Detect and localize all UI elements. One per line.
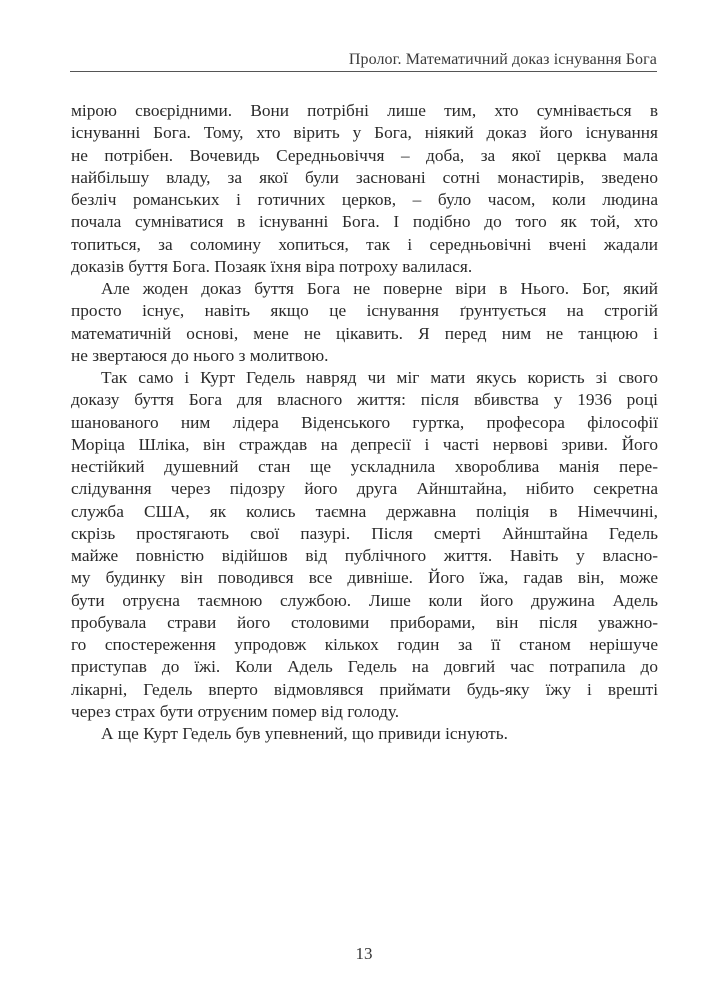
text-line: безліч романських і готичних церков, – було часом, коли людина xyxy=(71,190,658,209)
paragraph xyxy=(71,278,658,367)
text-line: через страх бути отруєним помер від голоду. xyxy=(71,701,400,721)
text-line: А ще Курт Гедель був упевнений, що привиди існують. xyxy=(101,724,508,743)
text-line: бути отруєна таємною службою. Лише коли його дружина Адель xyxy=(71,590,658,610)
text-line: існуванні Бога. Тому, хто вірить у Бога, ніякий доказ його існування xyxy=(71,123,658,143)
paragraph xyxy=(71,723,658,745)
text-line: скрізь простягають свої пазурі. Після смерті Айнштайна Гедель xyxy=(71,523,658,543)
text-line: топиться, за соломину хопиться, так і середньовічні вчені жадали xyxy=(71,234,658,254)
text-line: служба США, як колись таємна державна поліція в Німеччині, xyxy=(71,501,658,521)
text-line: лікарні, Гедель вперто відмовлявся приймати будь-яку їжу і врешті xyxy=(71,679,658,699)
text-line: слідування через підозру його друга Айнштайна, нібито секретна xyxy=(71,479,658,499)
text-line: просто існує, навіть якщо це існування ґрунтується на строгій xyxy=(71,301,658,321)
running-head-title: Пролог. Математичний доказ існування Бога xyxy=(348,51,657,68)
body-text xyxy=(71,100,658,745)
text-line: го спостереження упродовж кількох годин за її станом нерішуче xyxy=(71,635,658,654)
text-line: нестійкий душевний стан ще ускладнила хвороблива манія пере- xyxy=(71,457,658,476)
text-line: Моріца Шліка, він страждав на депресії і часті нервові зриви. Його xyxy=(71,434,658,454)
text-line: математичній основі, мене не цікавить. Я перед ним не танцюю і xyxy=(71,323,658,343)
text-line: приступав до їжі. Коли Адель Гедель на довгий час потрапила до xyxy=(71,657,658,677)
text-line: доказу буття Бога для власного життя: після вбивства у 1936 році xyxy=(71,390,658,410)
paragraph xyxy=(71,367,658,723)
text-line: не потрібен. Вочевидь Середньовіччя – доба, за якої церква мала xyxy=(71,145,658,165)
text-line: му будинку він поводився все дивніше. Його їжа, гадав він, може xyxy=(71,568,658,588)
text-line: не звертаюся до нього з молитвою. xyxy=(71,345,329,365)
text-line: шанованого ним лідера Віденського гуртка, професора філософії xyxy=(71,412,658,432)
text-line: Так само і Курт Гедель навряд чи міг мати якусь користь зі свого xyxy=(101,368,658,387)
paragraph xyxy=(71,100,658,278)
page-number: 13 xyxy=(355,944,373,963)
text-line: майже повністю відійшов від публічного життя. Навіть у власно- xyxy=(71,546,658,565)
text-line: доказів буття Бога. Позаяк їхня віра потроху валилася. xyxy=(71,256,473,276)
text-line: найбільшу владу, за якої були засновані сотні монастирів, зведено xyxy=(71,167,658,187)
text-line: Але жоден доказ буття Бога не поверне віри в Нього. Бог, який xyxy=(101,279,658,298)
text-line: пробувала страви його столовими приборами, він після уважно- xyxy=(71,612,658,632)
text-line: мірою своєрідними. Вони потрібні лише тим, хто сумнівається в xyxy=(71,101,658,120)
header-rule xyxy=(70,71,657,72)
text-line: почала сумніватися в існуванні Бога. І подібно до того як той, хто xyxy=(71,212,658,232)
